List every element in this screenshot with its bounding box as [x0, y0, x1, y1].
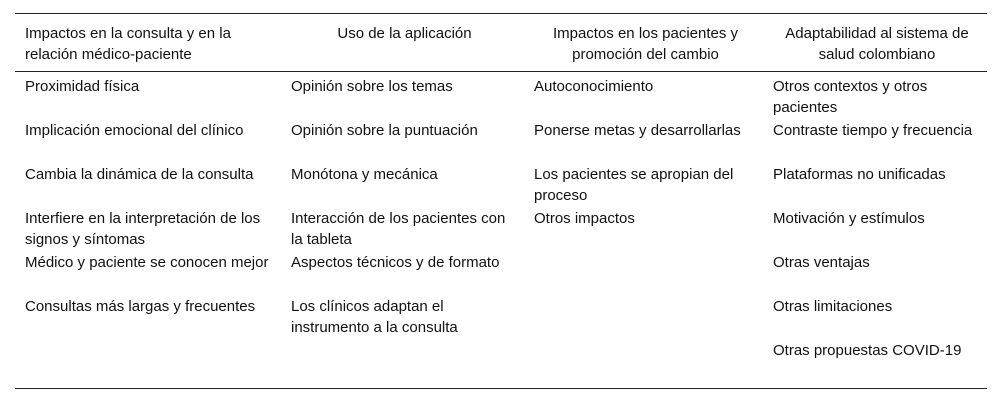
header-app-use: Uso de la aplicación	[281, 14, 524, 72]
table-cell: Otras propuestas COVID-19	[763, 339, 987, 389]
table-row	[15, 251, 987, 295]
table-cell: Plataformas no unificadas	[773, 166, 946, 183]
table-cell: Autoconocimiento	[534, 78, 654, 95]
header-health-system-adaptability: Adaptabilidad al sistema de salud colombiano	[763, 14, 987, 72]
table-cell: Otras ventajas	[773, 254, 870, 271]
table-row	[15, 163, 987, 207]
table-row	[15, 119, 987, 163]
table-cell: Implicación emocional del clínico	[25, 122, 244, 139]
themes-table	[15, 13, 987, 389]
table-cell: Los pacientes se apropian del proceso	[534, 166, 734, 204]
header-consultation-impacts: Impactos en la consulta y en la relación médico-paciente	[15, 14, 281, 72]
table-cell: Contraste tiempo y frecuencia	[773, 122, 973, 139]
table-cell: Interacción de los pacientes con la tableta	[291, 210, 506, 248]
table-cell: Opinión sobre la puntuación	[291, 122, 478, 139]
table-cell: Ponerse metas y desarrollarlas	[534, 122, 741, 139]
table-cell: Opinión sobre los temas	[291, 78, 453, 95]
table-cell	[524, 339, 763, 389]
header-patient-impacts: Impactos en los pacientes y promoción del cambio	[524, 14, 763, 72]
table-cell: Proximidad física	[25, 78, 140, 95]
table-row	[15, 207, 987, 251]
header-row	[15, 14, 987, 72]
table-cell	[15, 339, 281, 389]
table-cell: Consultas más largas y frecuentes	[25, 298, 256, 315]
table-cell: Monótona y mecánica	[291, 166, 438, 183]
table-cell	[281, 339, 524, 389]
table-cell: Aspectos técnicos y de formato	[291, 254, 500, 271]
table-row	[15, 295, 987, 339]
table-header	[15, 14, 987, 72]
table-row	[15, 339, 987, 389]
table-row	[15, 72, 987, 120]
table-cell: Cambia la dinámica de la consulta	[25, 166, 254, 183]
table-cell: Médico y paciente se conocen mejor	[25, 254, 269, 271]
table-body	[15, 72, 987, 389]
table-cell: Motivación y estímulos	[773, 210, 925, 227]
table-cell: Los clínicos adaptan el instrumento a la consulta	[291, 298, 458, 336]
table-cell	[524, 295, 763, 339]
table-cell	[524, 251, 763, 295]
table-cell: Otras limitaciones	[773, 298, 893, 315]
table-cell: Otros impactos	[534, 210, 635, 227]
table-cell: Interfiere en la interpretación de los signos y síntomas	[25, 210, 261, 248]
table-cell: Otros contextos y otros pacientes	[773, 78, 928, 116]
